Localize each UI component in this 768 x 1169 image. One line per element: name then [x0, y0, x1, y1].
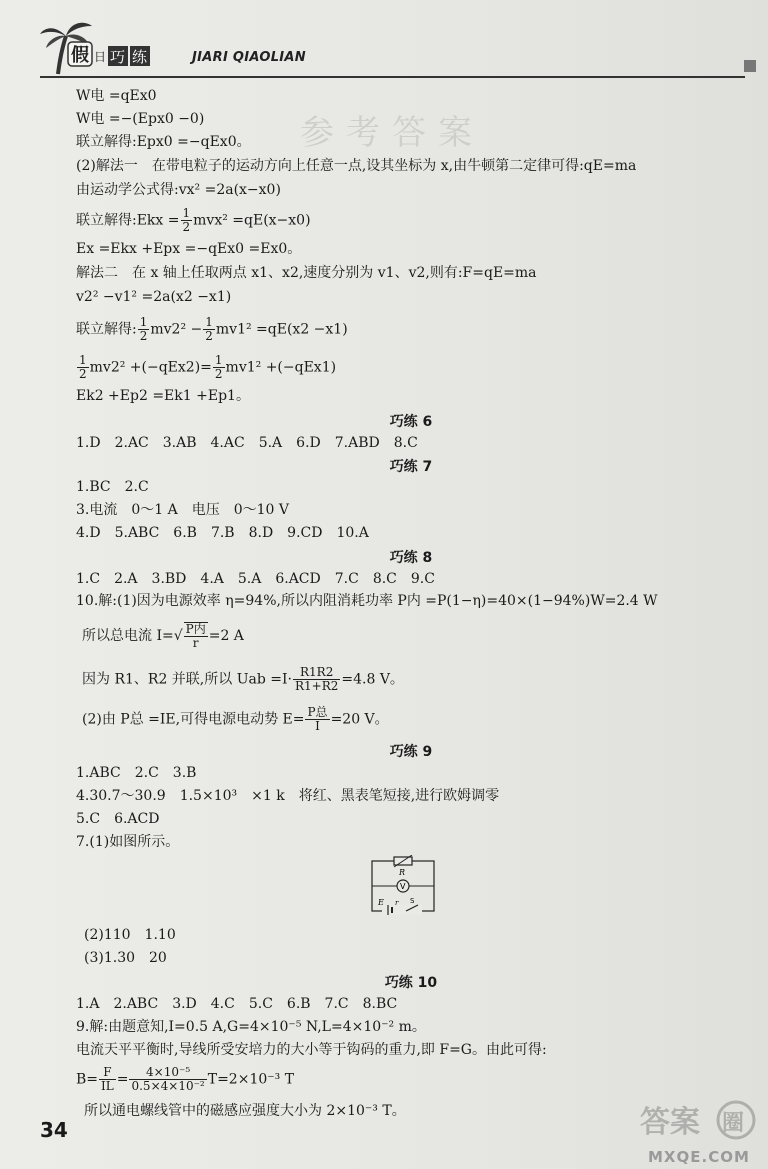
- formula-text: mvx² =qE(x−x0): [193, 212, 311, 229]
- section-heading: 巧练 9: [389, 744, 433, 760]
- text-line: 4.30.7～30.9 1.5×10³ ×1 k 将红、黑表笔短接,进行欧姆调零: [76, 788, 500, 804]
- formula-text: =4.8 V。: [341, 671, 404, 688]
- svg-text:S: S: [410, 897, 415, 905]
- header-rule: [40, 76, 745, 78]
- text-line: 电流天平平衡时,导线所受安培力的大小等于钩码的重力,即 F=G。由此可得:: [76, 1042, 547, 1058]
- svg-text:日: 日: [94, 50, 107, 64]
- svg-text:练: 练: [132, 48, 148, 66]
- formula-line: [82, 666, 404, 693]
- text-line: 解法二 在 x 轴上任取两点 x1、x2,速度分别为 v1、v2,则有:F=qE=ma: [76, 265, 537, 281]
- formula-text: mv2² +(−qEx2)=: [89, 359, 212, 376]
- text-line: 3.电流 0～1 A 电压 0～10 V: [76, 502, 290, 518]
- formula-text: 所以总电流 I=√: [82, 628, 183, 644]
- formula-text: =: [116, 1071, 129, 1088]
- section-heading: 巧练 7: [389, 459, 433, 475]
- text-line: 联立解得:Epx0 =−qEx0。: [76, 134, 251, 150]
- formula-text: =20 V。: [330, 711, 389, 728]
- palm-tree-logo-icon: [40, 18, 190, 76]
- text-line: W电 =−(Epx0 −0): [76, 111, 205, 127]
- text-line: 7.(1)如图所示。: [76, 834, 180, 850]
- text-line: 1.A 2.ABC 3.D 4.C 5.C 6.B 7.C 8.BC: [76, 996, 398, 1012]
- text-line: 5.C 6.ACD: [76, 811, 160, 827]
- text-line: 1.ABC 2.C 3.B: [76, 765, 197, 781]
- fraction: $\frac{1}{2}$: [182, 206, 191, 234]
- svg-text:假: 假: [71, 45, 89, 66]
- svg-text:答案: 答案: [640, 1105, 700, 1140]
- svg-text:巧: 巧: [110, 48, 126, 66]
- formula-text: =2 A: [208, 628, 244, 644]
- formula-text: (2)由 P总 =IE,可得电源电动势 E=: [82, 711, 305, 728]
- svg-text:r: r: [395, 899, 399, 907]
- formula-line: [76, 1066, 294, 1093]
- svg-text:E: E: [378, 898, 384, 907]
- formula-text: mv2² −: [150, 321, 203, 338]
- text-line: Ex =Ekx +Epx =−qEx0 =Ex0。: [76, 241, 302, 257]
- section-heading: 巧练 8: [389, 550, 433, 566]
- text-line: W电 =qEx0: [76, 88, 157, 104]
- formula-text: T=2×10⁻³ T: [207, 1071, 295, 1088]
- brand-title: JIARI QIAOLIAN: [192, 50, 306, 65]
- fraction: $\frac{F}{IL}$: [101, 1065, 114, 1093]
- fraction: $\frac{1}{2}$: [214, 353, 223, 381]
- formula-text: 因为 R1、R2 并联,所以 Uab =I·: [82, 671, 292, 688]
- header-marker: [744, 60, 756, 72]
- formula-line: [76, 354, 336, 381]
- text-line: 由运动学公式得:vx² =2a(x−x0): [76, 182, 281, 198]
- bleed-through-text: 参考答案: [300, 113, 484, 153]
- fraction: $\frac{\text{4×10⁻⁵}}{\text{0.5×4×10⁻²}}$: [131, 1065, 205, 1093]
- fraction: $\frac{\text{P内}}{r}$: [185, 622, 206, 650]
- fraction: $\frac{\text{P总}}{I}$: [307, 705, 328, 733]
- watermark-url: MXQE.COM: [648, 1148, 750, 1166]
- formula-line: [76, 316, 348, 343]
- text-line: Ek2 +Ep2 =Ek1 +Ep1。: [76, 388, 250, 404]
- text-line: 1.D 2.AC 3.AB 4.AC 5.A 6.D 7.ABD 8.C: [76, 435, 418, 451]
- fraction: $\frac{1}{2}$: [139, 315, 148, 343]
- svg-text:圈: 圈: [722, 1111, 745, 1136]
- formula-text: 联立解得:Ekx =: [76, 212, 180, 229]
- text-line: 1.C 2.A 3.BD 4.A 5.A 6.ACD 7.C 8.C 9.C: [76, 571, 435, 587]
- header: [40, 18, 752, 78]
- text-line: (3)1.30 20: [84, 950, 167, 966]
- text-line: 4.D 5.ABC 6.B 7.B 8.D 9.CD 10.A: [76, 525, 369, 541]
- formula-line: [82, 622, 244, 650]
- formula-text: mv1² =qE(x2 −x1): [215, 321, 348, 338]
- formula-text: mv1² +(−qEx1): [225, 359, 337, 376]
- fraction: $\frac{1}{2}$: [205, 315, 213, 343]
- text-line: (2)解法一 在带电粒子的运动方向上任意一点,设其坐标为 x,由牛顿第二定律可得:qE=ma: [76, 158, 637, 174]
- text-line: 1.BC 2.C: [76, 479, 149, 495]
- fraction: $\frac{R1R2}{R1+R2}$: [294, 665, 339, 693]
- formula-line: [82, 706, 389, 733]
- text-line: 所以通电螺线管中的磁感应强度大小为 2×10⁻³ T。: [84, 1103, 406, 1119]
- formula-text: B=: [76, 1071, 99, 1088]
- section-heading: 巧练 10: [384, 975, 438, 991]
- text-line: 9.解:由题意知,I=0.5 A,G=4×10⁻⁵ N,L=4×10⁻² m。: [76, 1019, 426, 1035]
- fraction: $\frac{1}{2}$: [79, 353, 87, 381]
- circuit-diagram: [368, 855, 440, 917]
- svg-text:V: V: [400, 882, 406, 891]
- page-number: 34: [40, 1118, 68, 1142]
- svg-text:R: R: [399, 868, 406, 877]
- text-line: (2)110 1.10: [84, 927, 176, 943]
- section-heading: 巧练 6: [389, 414, 433, 430]
- formula-line: [76, 207, 311, 234]
- formula-text: 联立解得:: [76, 321, 137, 338]
- text-line: 10.解:(1)因为电源效率 η=94%,所以内阻消耗功率 P内 =P(1−η)=40×(1−94%)W=2.4 W: [76, 593, 658, 609]
- text-line: v2² −v1² =2a(x2 −x1): [76, 289, 232, 305]
